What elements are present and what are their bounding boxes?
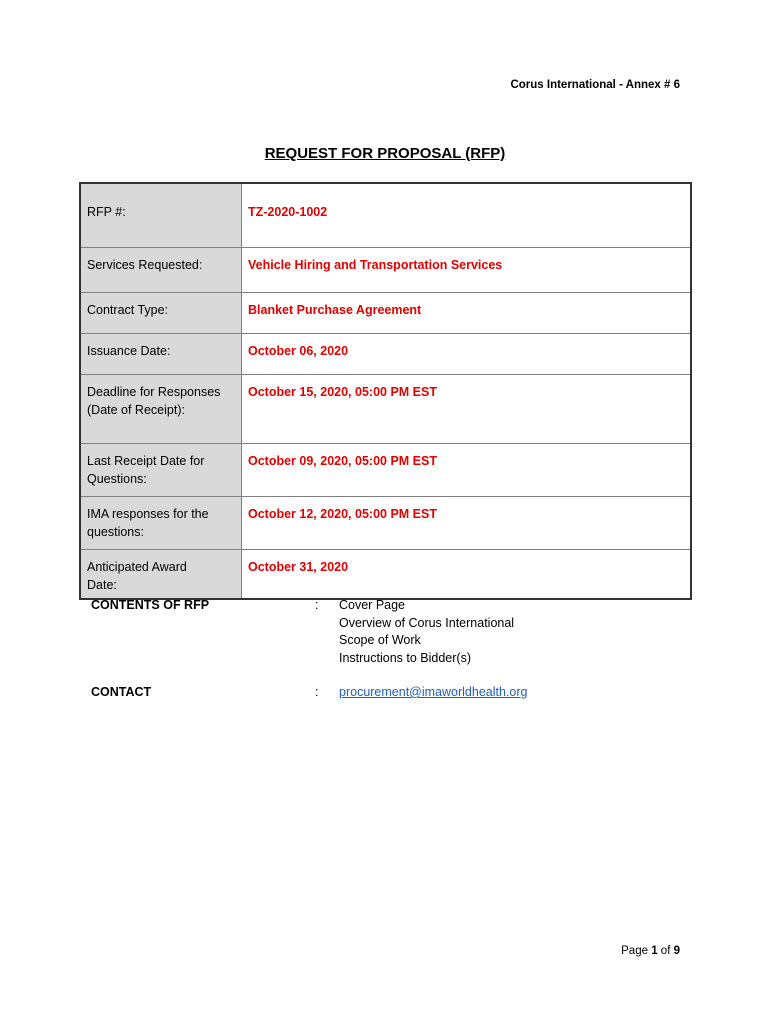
deadline-label-line2: (Date of Receipt): <box>87 403 185 417</box>
contact-value <box>339 684 527 702</box>
issuance-date-label: Issuance Date: <box>80 334 242 375</box>
contents-colon: : <box>315 598 319 612</box>
contact-email-link[interactable]: procurement@imaworldhealth.org <box>339 685 528 699</box>
table-row <box>80 497 691 550</box>
ima-responses-value: October 12, 2020, 05:00 PM EST <box>242 497 692 550</box>
contract-type-label: Contract Type: <box>80 293 242 334</box>
rfp-details-table <box>79 182 692 600</box>
of-word: of <box>660 945 671 957</box>
list-item: Scope of Work <box>339 633 421 647</box>
deadline-label <box>80 375 242 444</box>
page-number <box>621 945 680 957</box>
award-date-label <box>80 550 242 600</box>
ima-responses-label-line1: IMA responses for the <box>87 507 209 521</box>
deadline-value: October 15, 2020, 05:00 PM EST <box>242 375 692 444</box>
last-receipt-value: October 09, 2020, 05:00 PM EST <box>242 444 692 497</box>
table-row <box>80 375 691 444</box>
annex-header: Corus International - Annex # 6 <box>510 79 680 91</box>
deadline-label-line1: Deadline for Responses <box>87 385 221 399</box>
table-row <box>80 334 691 375</box>
contents-list <box>339 597 514 667</box>
ima-responses-label <box>80 497 242 550</box>
page-total: 9 <box>673 945 680 957</box>
last-receipt-label-line1: Last Receipt Date for <box>87 454 205 468</box>
award-date-label-line1: Anticipated Award <box>87 560 187 574</box>
ima-responses-label-line2: questions: <box>87 525 144 539</box>
list-item: Instructions to Bidder(s) <box>339 650 471 665</box>
rfp-number-label: RFP #: <box>80 183 242 248</box>
award-date-label-line2: Date: <box>87 578 117 592</box>
table-row <box>80 293 691 334</box>
contact-colon: : <box>315 685 319 699</box>
page-word: Page <box>621 945 648 957</box>
table-row <box>80 444 691 497</box>
issuance-date-value: October 06, 2020 <box>242 334 692 375</box>
award-date-value: October 31, 2020 <box>242 550 692 600</box>
rfp-number-value: TZ-2020-1002 <box>242 183 692 248</box>
contract-type-value: Blanket Purchase Agreement <box>242 293 692 334</box>
contact-label: CONTACT <box>91 685 152 699</box>
contents-label: CONTENTS OF RFP <box>91 598 210 612</box>
services-value: Vehicle Hiring and Transportation Services <box>242 248 692 293</box>
table-row <box>80 248 691 293</box>
services-label: Services Requested: <box>80 248 242 293</box>
table-row <box>80 550 691 600</box>
list-item: Cover Page <box>339 598 406 612</box>
list-item: Overview of Corus International <box>339 615 515 630</box>
page-current: 1 <box>651 945 658 957</box>
last-receipt-label-line2: Questions: <box>87 472 147 486</box>
page-title: REQUEST FOR PROPOSAL (RFP) <box>264 145 506 162</box>
table-row <box>80 183 691 248</box>
last-receipt-label <box>80 444 242 497</box>
